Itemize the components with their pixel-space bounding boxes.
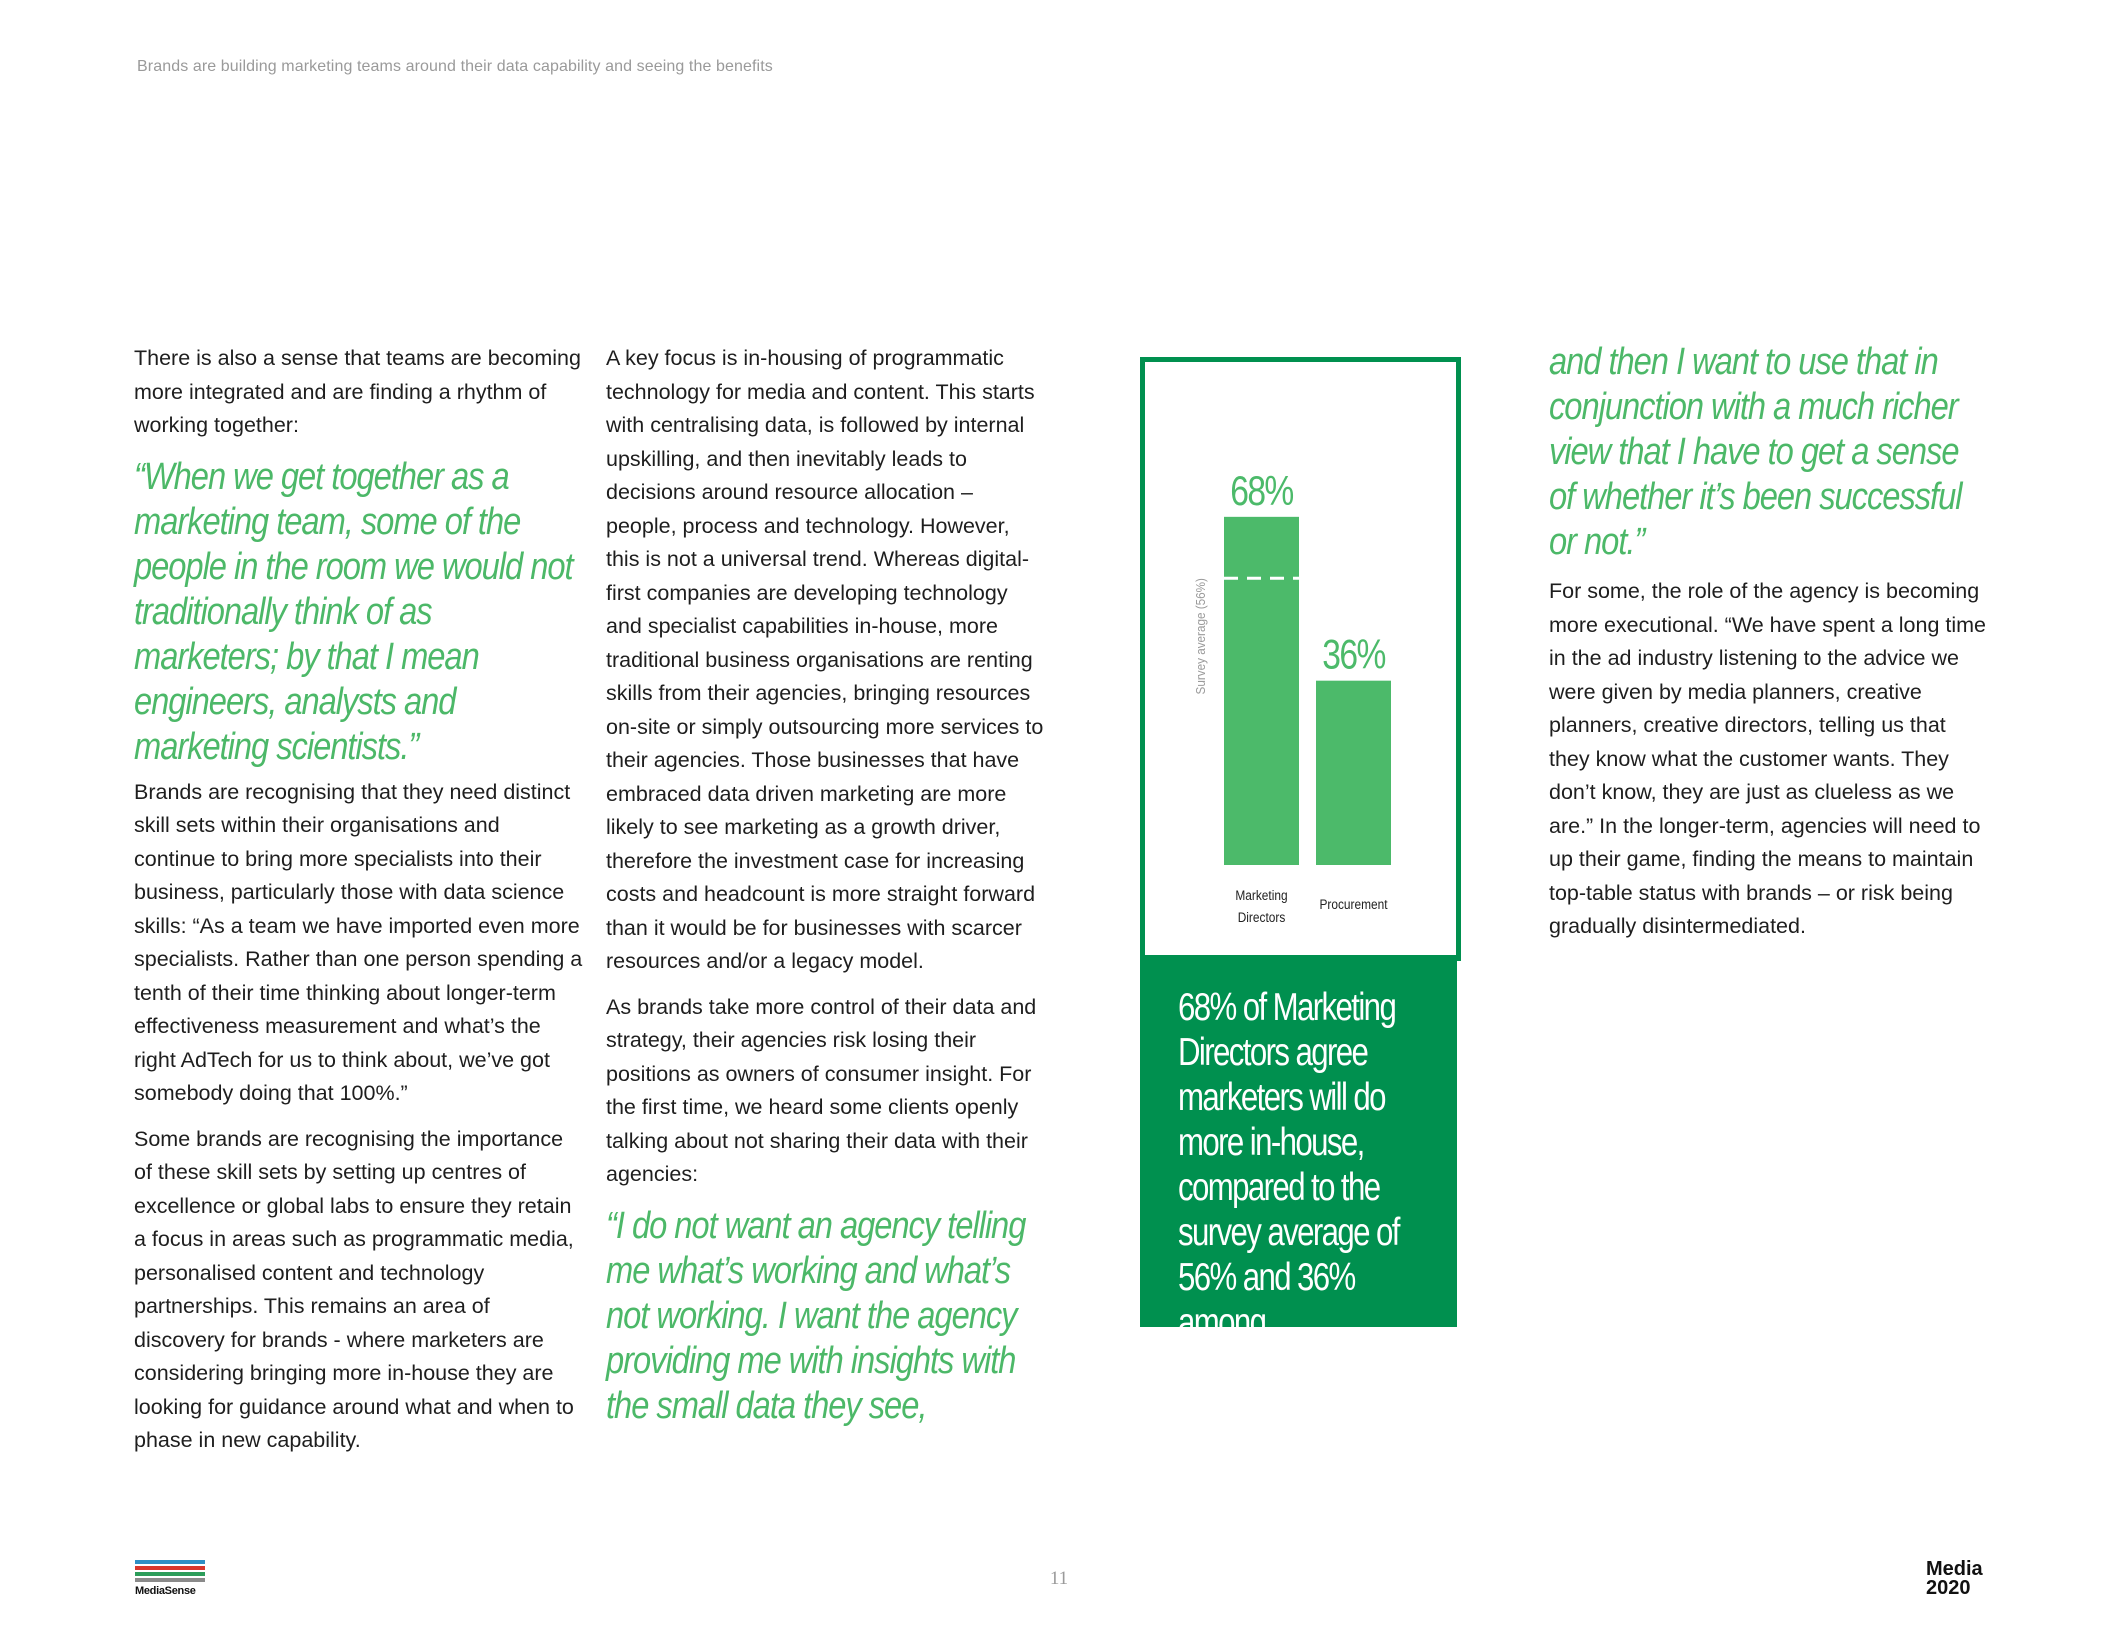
agency-role-paragraph: For some, the role of the agency is becoming more executional. “We have spent a long time in the ad industry listening to the advice we were given by media planners, creative planners, creative directors, telling us that they know what the customer wants. They don’t know, they are just as clueless as we are.” In the longer-term, agencies will need to up their game, finding the means to maintain top-table status with brands – or risk being gradually disintermediated. [1549, 579, 1987, 938]
column-1 [134, 342, 584, 1470]
skills-paragraph: Brands are recognising that they need distinct skill sets within their organisations and continue to bring more specialists into their business, particularly those with data science skills: “As a team we have imported even more specialists. Rather than one person spending a tenth of their time thinking about longer-term effectiveness measurement and what’s the right AdTech for us to think about, we’ve got somebody doing that 100%.” [134, 779, 583, 1105]
logo-stripe-grey [135, 1578, 205, 1582]
logo-stripe-red [135, 1566, 205, 1570]
media-2020-logo-line2: 2020 [1926, 1577, 1971, 1599]
pull-quote-engineers: “When we get together as a marketing team, some of the people in the room we would not traditionally think of as marketers; by that I mean engineers, analysts and marketing scientists.” [134, 455, 573, 768]
chart-frame [1140, 357, 1461, 961]
control-paragraph: As brands take more control of their data and strategy, their agencies risk losing their positions as owners of consumer insight. For the first time, we heard some clients openly talking about not sharing their data with their agencies: [606, 994, 1037, 1186]
media-2020-logo [1926, 1560, 1983, 1598]
mediasense-logo-text: MediaSense [135, 1585, 196, 1597]
stat-callout-text: 68% of Marketing Directors agree marketers will do more in-house, compared to the survey average of 56% and 36% among procurement. [1178, 986, 1399, 1389]
bar-procurement [1316, 681, 1391, 865]
bar-marketing-directors [1224, 517, 1299, 865]
category-label-marketing-directors-line-2: Directors [1237, 909, 1286, 926]
page-number: 11 [1049, 1568, 1069, 1589]
logo-stripe-blue [135, 1560, 205, 1564]
chart-panel [1140, 357, 1457, 1389]
mediasense-logo [135, 1560, 205, 1597]
category-label-procurement-line-1: Procurement [1319, 896, 1388, 913]
survey-average-label: Survey average (56%) [1193, 578, 1209, 695]
column-2 [606, 342, 1046, 1435]
bar-chart [1145, 362, 1456, 956]
value-label-procurement: 36% [1322, 632, 1385, 679]
in-housing-paragraph: A key focus is in-housing of programmatic technology for media and content. This starts with centralising data, is followed by internal upskilling, and then inevitably leads to decisions around resource allocation – people, process and technology. However, this is not a universal trend. Whereas digital-first companies are developing technology and specialist capabilities in-house, more traditional business organisations are renting skills from their agencies, bringing resources on-site or simply outsourcing more services to their agencies. Those businesses that have embraced data driven marketing are more likely to see marketing as a growth driver, therefore the investment case for increasing costs and headcount is more straight forward than it would be for businesses with scarcer resources and/or a legacy model. [606, 346, 1044, 973]
running-header: Brands are building marketing teams around their data capability and seeing the benefits [137, 58, 773, 75]
category-label-marketing-directors-line-1: Marketing [1235, 887, 1288, 904]
centres-paragraph: Some brands are recognising the importance of these skill sets by setting up centres of excellence or global labs to ensure they retain a focus in areas such as programmatic media, personalised content and technology partnerships. This remains an area of discovery for brands - where marketers are considering bringing more in-house they are looking for guidance around what and when to phase in new capability. [134, 1126, 574, 1452]
intro-paragraph: There is also a sense that teams are becoming more integrated and are finding a rhythm of working together: [134, 346, 581, 437]
media-2020-logo-line1: Media [1926, 1558, 1983, 1580]
stat-callout [1140, 955, 1457, 1389]
column-4 [1549, 340, 1989, 956]
value-label-marketing-directors: 68% [1230, 468, 1293, 515]
logo-stripe-green [135, 1572, 205, 1576]
pull-quote-continued: and then I want to use that in conjunction with a much richer view that I have to get a sense of whether it’s been successful or not.” [1549, 341, 1962, 563]
pull-quote-agency: “I do not want an agency telling me what’s working and what’s not working. I want the agency providing me with insights with the small data they see, [606, 1204, 1026, 1427]
